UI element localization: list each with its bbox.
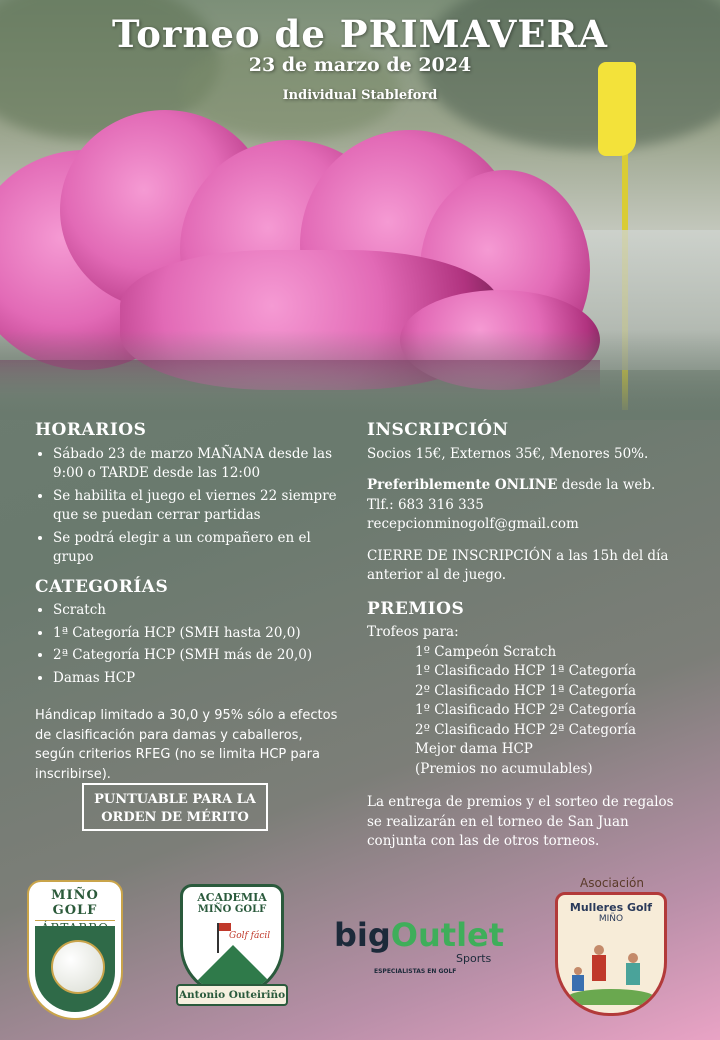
online-rest: desde la web. [557,477,656,493]
online-bold: Preferiblemente ONLINE [367,477,558,493]
academia-ribbon: Antonio Outeiriño [176,984,288,1006]
left-column [35,421,345,784]
list-item: • 1ª Categoría HCP (SMH hasta 20,0) [53,624,345,644]
right-column [367,421,687,852]
list-item: • Se podrá elegir a un compañero en el grupo [53,529,345,568]
mulleres-name: Mulleres Golf [569,901,653,914]
bigoutlet-outlet: Outlet [390,916,505,954]
categorias-list [35,601,345,688]
list-item: Mejor dama HCP [415,741,533,757]
cierre [367,547,687,586]
list-item: (Premios no acumulables) [415,760,593,777]
mulleres-assoc: Asociación [580,876,644,890]
handicap-note: Hándicap limitado a 30,0 y 95% sólo a efectos de clasificación para damas y caballeros, según criterios RFEG (no se limita HCP para inscribirse). [35,708,338,782]
bigoutlet-sports: Sports [456,952,492,965]
mino-logo-line1: MIÑO GOLF [51,888,99,918]
list-item: • Sábado 23 de marzo MAÑANA desde las 9:00 o TARDE desde las 12:00 [53,445,345,484]
mulleres-place: MIÑO [598,914,624,924]
golf-ball-map-icon [35,926,115,1012]
list-item: • Scratch [53,601,345,621]
tournament-date: 23 de marzo de 2024 [248,54,472,76]
academia-sub: MIÑO GOLF [197,904,267,915]
mulleres-golf-logo [553,876,671,1018]
list-item: • Damas HCP [53,669,345,689]
mino-golf-artabro-logo [27,880,123,1020]
cierre-rest: a las 15h del día anterior al de juego. [367,547,669,583]
mountain-icon [193,945,273,985]
prices: Socios 15€, Externos 35€, Menores 50%. [367,445,649,462]
bigoutlet-tagline: ESPECIALISTAS EN GOLF [374,968,457,975]
academia-script: Golf fácil [229,931,271,941]
tournament-format: Individual Stableford [282,88,438,103]
inscripcion-heading: INSCRIPCIÓN [367,420,509,440]
academia-mino-golf-logo [176,884,288,1016]
list-item: 1º Clasificado HCP 1ª Categoría [415,663,636,679]
list-item: • 2ª Categoría HCP (SMH más de 20,0) [53,646,345,666]
list-item: 1º Campeón Scratch [415,643,557,660]
premios-note: La entrega de premios y el sorteo de regalos se realizarán en el torneo de San Juan conjunta con las de otros torneos. [367,794,674,849]
merit-badge [82,783,268,831]
online-line [367,476,687,496]
academia-top: ACADEMIA [197,891,267,904]
list-item: 1º Clasificado HCP 2ª Categoría [415,702,636,718]
premios-heading: PREMIOS [367,598,465,619]
cierre-label: CIERRE DE INSCRIPCIÓN [367,547,552,564]
bigoutlet-logo [334,918,504,978]
horarios-heading: HORARIOS [35,420,147,440]
bigoutlet-big: big [334,916,391,954]
list-item: 2º Clasificado HCP 2ª Categoría [415,721,636,738]
email[interactable]: recepcionminogolf@gmail.com [367,516,579,532]
golf-flag [598,62,636,156]
list-item: 2º Clasificado HCP 1ª Categoría [415,682,636,699]
categorias-heading: CATEGORÍAS [35,576,169,597]
merit-badge-label: PUNTUABLE PARA LA ORDEN DE MÉRITO [94,792,256,825]
horarios-list [35,445,345,568]
list-item: • Se habilita el juego el viernes 22 siempre que se puedan cerrar partidas [53,487,345,526]
tournament-title: Torneo de PRIMAVERA [112,12,608,56]
premios-intro: Trofeos para: [367,624,459,640]
phone: Tlf.: 683 316 335 [367,496,484,513]
golfers-illustration-icon [568,945,654,1005]
premios-list [367,643,687,780]
